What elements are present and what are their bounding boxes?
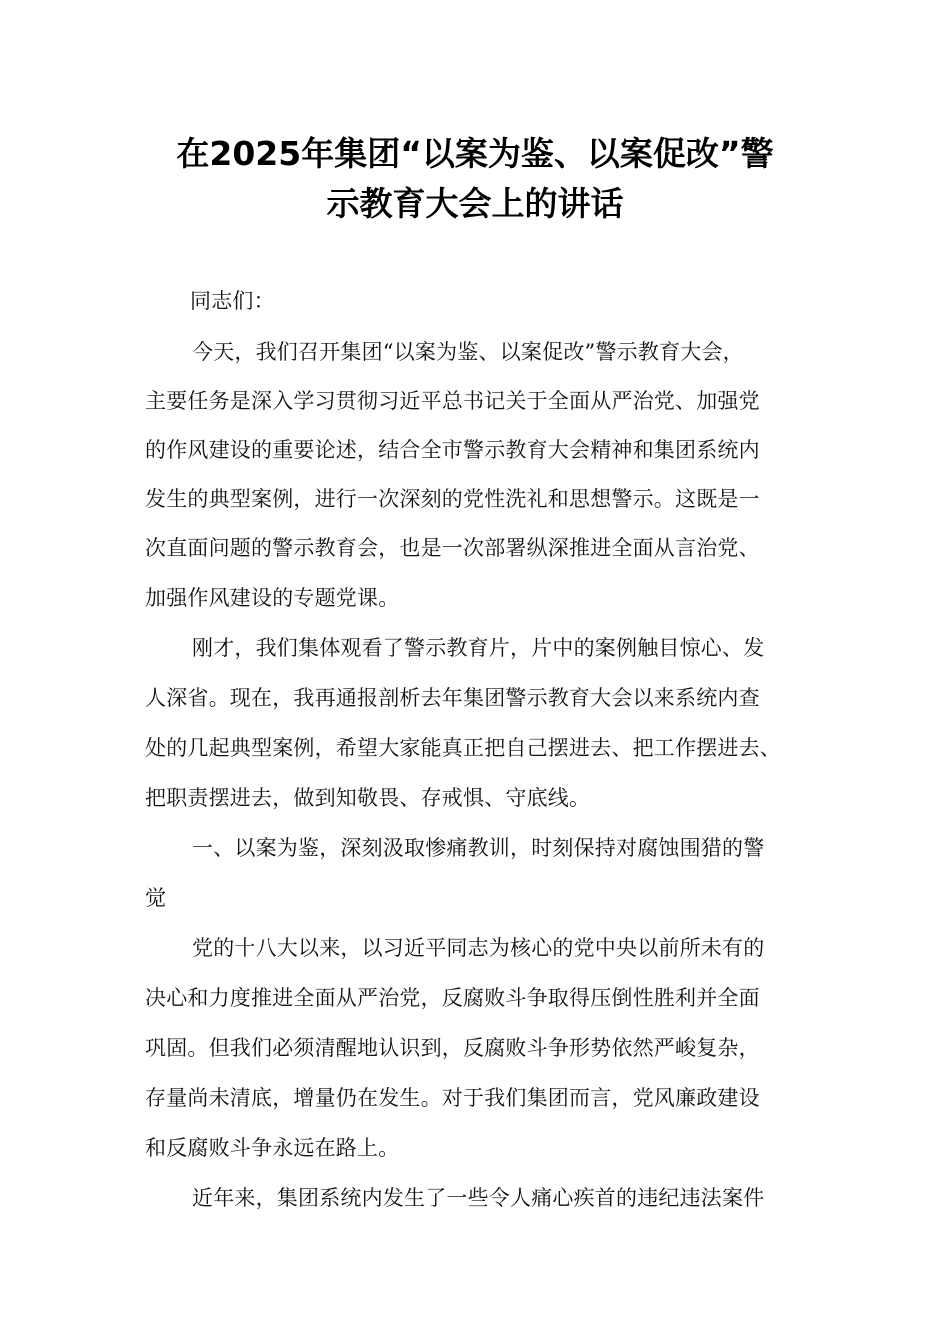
section-heading-line-1: 一、以案为鉴，深刻汲取惨痛教训，时刻保持对腐蚀围猎的警 (192, 836, 765, 860)
paragraph-2-line-2: 人深省。现在，我再通报剖析去年集团警示教育大会以来系统内查 (145, 686, 760, 710)
paragraph-1-line-5: 次直面问题的警示教育会，也是一次部署纵深推进全面从言治党、 (145, 536, 760, 560)
paragraph-1-line-2: 主要任务是深入学习贯彻习近平总书记关于全面从严治党、加强党 (145, 389, 760, 413)
section-heading-line-2: 觉 (145, 886, 167, 910)
paragraph-3-line-1: 党的十八大以来，以习近平同志为核心的党中央以前所未有的 (192, 936, 765, 960)
paragraph-3-line-2: 决心和力度推进全面从严治党，反腐败斗争取得压倒性胜利并全面 (145, 986, 760, 1010)
paragraph-1-line-1: 今天，我们召开集团“以案为鉴、以案促改”警示教育大会， (192, 340, 744, 364)
paragraph-4-line-1: 近年来，集团系统内发生了一些令人痛心疾首的违纪违法案件 (192, 1186, 765, 1210)
paragraph-2-line-3: 处的几起典型案例，希望大家能真正把自己摆进去、把工作摆进去、 (145, 736, 781, 760)
salutation: 同志们： (190, 289, 275, 313)
paragraph-1-line-3: 的作风建设的重要论述，结合全市警示教育大会精神和集团系统内 (145, 438, 760, 462)
paragraph-3-line-5: 和反腐败斗争永远在路上。 (145, 1136, 400, 1160)
paragraph-2-line-4: 把职责摆进去，做到知敬畏、存戒惧、守底线。 (145, 786, 591, 810)
paragraph-1-line-6: 加强作风建设的专题党课。 (145, 586, 400, 610)
paragraph-2-line-1: 刚才，我们集体观看了警示教育片，片中的案例触目惊心、发 (192, 636, 765, 660)
paragraph-3-line-3: 巩固。但我们必须清醒地认识到，反腐败斗争形势依然严峻复杂， (145, 1036, 760, 1060)
document-title-line-2: 示教育大会上的讲话 (326, 184, 624, 223)
document-title-line-1: 在2025年集团“以案为鉴、以案促改”警 (176, 134, 774, 173)
paragraph-1-line-4: 发生的典型案例，进行一次深刻的党性洗礼和思想警示。这既是一 (145, 487, 760, 511)
paragraph-3-line-4: 存量尚未清底，增量仍在发生。对于我们集团而言，党风廉政建设 (145, 1086, 760, 1110)
